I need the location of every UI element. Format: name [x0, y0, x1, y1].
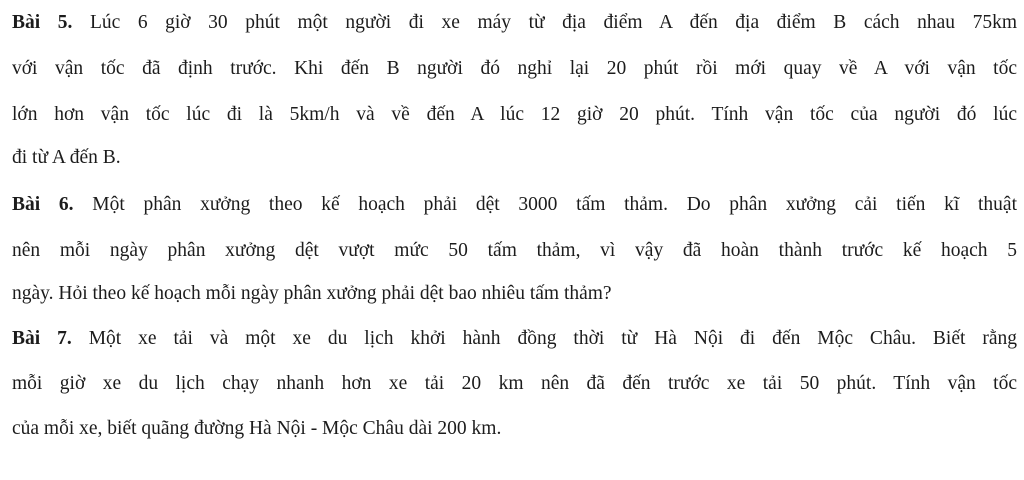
- problem-7-line-2: mỗi giờ xe du lịch chạy nhanh hơn xe tải 20 km nên đã đến trước xe tải 50 phút. Tính vận tốc: [12, 373, 1017, 394]
- problem-7-text-1: Một xe tải và một xe du lịch khởi hành đồng thời từ Hà Nội đi đến Mộc Châu. Biết rằng: [71, 328, 1017, 349]
- problem-5-line-4: đi từ A đến B.: [12, 147, 121, 168]
- problem-6-label: Bài 6.: [12, 194, 74, 215]
- problem-5-line-3: lớn hơn vận tốc lúc đi là 5km/h và về đến A lúc 12 giờ 20 phút. Tính vận tốc của người đó lúc: [12, 104, 1017, 125]
- problem-7-label: Bài 7.: [12, 328, 72, 349]
- problem-5-text-1: Lúc 6 giờ 30 phút một người đi xe máy từ địa điểm A đến địa điểm B cách nhau 75km: [72, 12, 1017, 33]
- problem-6-text-1: Một phân xưởng theo kế hoạch phải dệt 3000 tấm thảm. Do phân xưởng cải tiến kĩ thuật: [73, 194, 1017, 215]
- problem-5-line-1: [12, 11, 1017, 35]
- problem-6-line-2: nên mỗi ngày phân xưởng dệt vượt mức 50 tấm thảm, vì vậy đã hoàn thành trước kế hoạch 5: [12, 240, 1017, 261]
- problem-5-label: Bài 5.: [12, 12, 73, 33]
- problem-7-line-1: [12, 327, 1017, 351]
- problem-6-line-3: ngày. Hỏi theo kế hoạch mỗi ngày phân xưởng phải dệt bao nhiêu tấm thảm?: [12, 283, 612, 304]
- problem-5-line-2: với vận tốc đã định trước. Khi đến B người đó nghỉ lại 20 phút rồi mới quay về A với vận tốc: [12, 58, 1017, 79]
- problem-6-line-1: [12, 193, 1017, 217]
- problem-7-line-3: của mỗi xe, biết quãng đường Hà Nội - Mộc Châu dài 200 km.: [12, 418, 502, 439]
